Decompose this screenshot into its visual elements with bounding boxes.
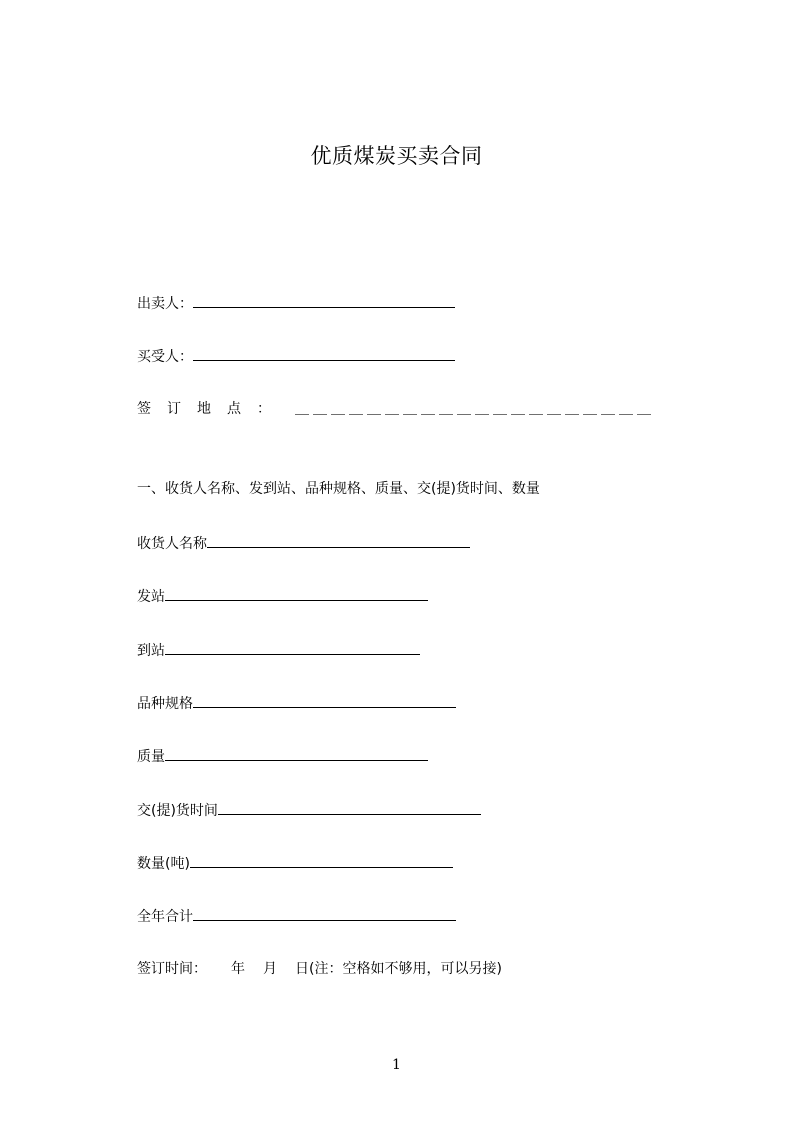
field-label: 数量(吨) bbox=[137, 856, 190, 872]
field-label: 到站 bbox=[137, 643, 165, 659]
year-label: 年 bbox=[231, 961, 245, 977]
signing-time-line bbox=[137, 959, 502, 979]
buyer-label: 买受人： bbox=[137, 349, 193, 365]
field-blank[interactable] bbox=[193, 692, 456, 708]
field-label: 发站 bbox=[137, 589, 165, 605]
seller-blank[interactable] bbox=[193, 292, 455, 308]
field-label: 品种规格 bbox=[137, 696, 193, 712]
field-consignee bbox=[137, 532, 470, 554]
field-arrival-station bbox=[137, 639, 420, 661]
field-blank[interactable] bbox=[193, 905, 456, 921]
field-blank[interactable] bbox=[165, 639, 420, 655]
field-label: 质量 bbox=[137, 749, 165, 765]
month-label: 月 bbox=[263, 961, 277, 977]
field-blank[interactable] bbox=[218, 799, 481, 815]
buyer-blank[interactable] bbox=[193, 345, 455, 361]
seller-label: 出卖人： bbox=[137, 296, 193, 312]
field-quantity bbox=[137, 852, 453, 874]
field-label: 交(提)货时间 bbox=[137, 803, 218, 819]
buyer-line bbox=[137, 345, 455, 367]
field-blank[interactable] bbox=[165, 745, 428, 761]
day-note: 日(注：空格如不够用，可以另接) bbox=[295, 961, 502, 977]
page-number: 1 bbox=[392, 1057, 401, 1073]
place-blank[interactable]: ＿＿＿＿＿＿＿＿＿＿＿＿＿＿＿＿＿＿＿＿ bbox=[295, 401, 655, 417]
field-label: 全年合计 bbox=[137, 909, 193, 925]
signing-time-label: 签订时间： bbox=[137, 961, 207, 977]
field-quality bbox=[137, 745, 428, 767]
document-title: 优质煤炭买卖合同 bbox=[310, 144, 483, 168]
field-blank[interactable] bbox=[190, 852, 453, 868]
field-specification bbox=[137, 692, 456, 714]
section1-heading: 一、收货人名称、发到站、品种规格、质量、交(提)货时间、数量 bbox=[137, 481, 540, 497]
field-blank[interactable] bbox=[207, 532, 470, 548]
field-blank[interactable] bbox=[165, 585, 428, 601]
field-label: 收货人名称 bbox=[137, 536, 207, 552]
field-departure-station bbox=[137, 585, 428, 607]
place-label: 签订地点： bbox=[137, 401, 287, 417]
seller-line bbox=[137, 292, 455, 314]
place-line bbox=[137, 399, 655, 419]
field-delivery-time bbox=[137, 799, 481, 821]
field-annual-total bbox=[137, 905, 456, 927]
